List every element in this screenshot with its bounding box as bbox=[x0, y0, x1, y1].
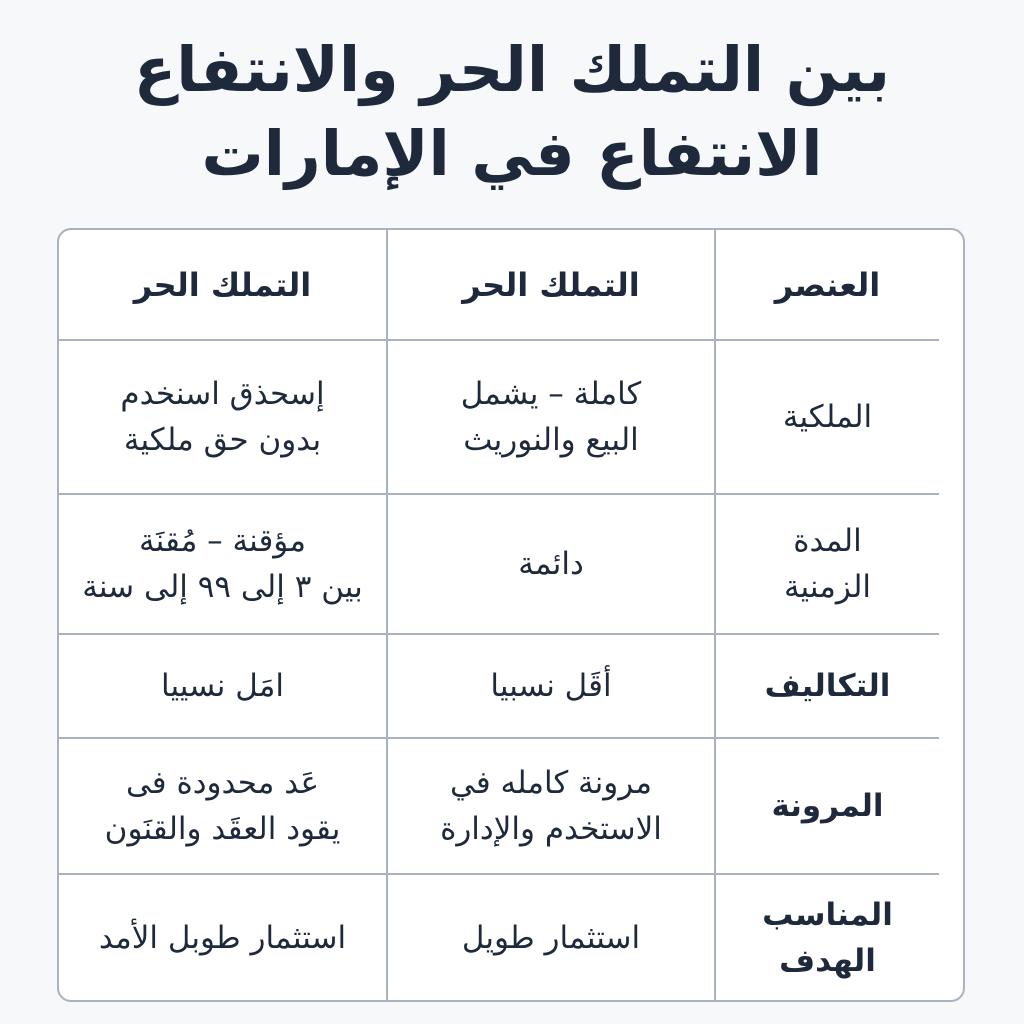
costs-middle-cell bbox=[387, 634, 715, 738]
cell-text: استثمار طويل bbox=[461, 919, 641, 956]
duration-label-cell bbox=[715, 494, 939, 634]
duration-middle-cell bbox=[387, 494, 715, 634]
header-right-text: العنصر bbox=[774, 265, 881, 304]
title-line-2: الانتفاع في الإمارات bbox=[201, 117, 823, 190]
header-left-text: التملك الحر bbox=[133, 265, 312, 304]
suitability-middle-cell bbox=[387, 874, 715, 1000]
title-line-1: بين التملك الحر والانتفاع bbox=[133, 33, 891, 106]
cell-text: بدون حق ملكية bbox=[123, 422, 322, 458]
costs-label-cell bbox=[715, 634, 939, 738]
ownership-left-cell bbox=[59, 340, 387, 494]
header-cell-middle bbox=[387, 230, 715, 340]
flexibility-label-cell bbox=[715, 738, 939, 874]
table-row bbox=[59, 634, 963, 738]
row-label: الزمنية bbox=[783, 569, 872, 605]
cell-text: مؤقنة – مُقنَة bbox=[139, 523, 306, 559]
cell-text: استثمار طوبل الأمد bbox=[98, 919, 347, 956]
comparison-table bbox=[57, 228, 965, 1002]
cell-text: يقود العقَد والقنَون bbox=[104, 811, 341, 847]
cell-text: كاملة – يشمل bbox=[460, 376, 642, 412]
row-label: الهدف bbox=[779, 942, 876, 979]
header-cell-left bbox=[59, 230, 387, 340]
table-row bbox=[59, 494, 963, 634]
ownership-label-cell bbox=[715, 340, 939, 494]
table-header-row bbox=[59, 230, 963, 340]
row-label: المدة bbox=[793, 523, 862, 559]
duration-left-cell bbox=[59, 494, 387, 634]
row-label: الملكية bbox=[782, 399, 873, 435]
flexibility-left-cell bbox=[59, 738, 387, 874]
row-label: المرونة bbox=[771, 788, 884, 824]
header-cell-right bbox=[715, 230, 939, 340]
cell-text: دائمة bbox=[518, 546, 584, 582]
table-row bbox=[59, 874, 963, 1000]
cell-text: امَل نسييا bbox=[161, 668, 284, 704]
cell-text: بين ٣ إلى ٩٩ إلى سنة bbox=[82, 569, 363, 605]
suitability-label-cell bbox=[715, 874, 939, 1000]
ownership-middle-cell bbox=[387, 340, 715, 494]
cell-text: مرونة كامله في bbox=[450, 765, 652, 801]
flexibility-middle-cell bbox=[387, 738, 715, 874]
table-row bbox=[59, 738, 963, 874]
cell-text: إسحذق اسنخدم bbox=[120, 376, 325, 412]
cell-text: أقَل نسبيا bbox=[490, 668, 612, 704]
comparison-table-grid bbox=[59, 230, 963, 1000]
suitability-left-cell bbox=[59, 874, 387, 1000]
cell-text: عَد محدودة فى bbox=[125, 765, 320, 801]
row-label: التكاليف bbox=[764, 668, 891, 704]
table-row bbox=[59, 340, 963, 494]
page-title bbox=[0, 28, 1024, 196]
costs-left-cell bbox=[59, 634, 387, 738]
cell-text: البيع والنوريث bbox=[463, 422, 639, 458]
cell-text: الاستخدم والإدارة bbox=[440, 811, 662, 847]
row-label: المناسب bbox=[762, 896, 893, 933]
header-middle-text: التملك الحر bbox=[462, 265, 640, 304]
